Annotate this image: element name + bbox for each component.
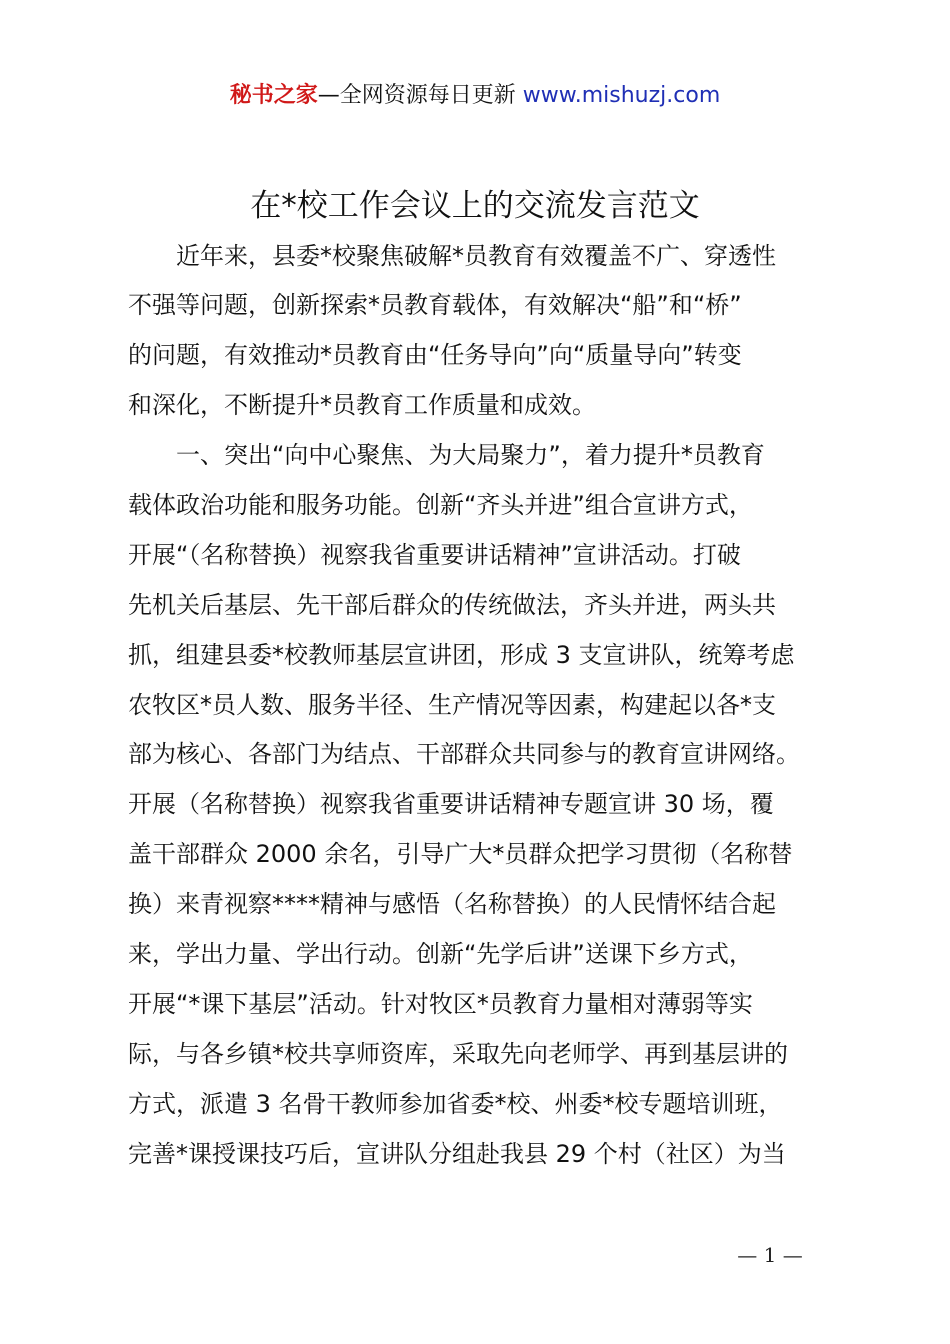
body-line: 载体政治功能和服务功能。创新“齐头并进”组合宣讲方式， (128, 491, 753, 519)
site-tagline: —全网资源每日更新 (317, 83, 523, 108)
site-url[interactable]: www.mishuzj.com (522, 83, 721, 108)
document-title: 在*校工作会议上的交流发言范文 (250, 188, 700, 224)
section-heading-line: 一、突出“向中心聚焦、为大局聚力”，着力提升*员教育 (176, 441, 765, 469)
body-line: 抓，组建县委*校教师基层宣讲团，形成 3 支宣讲队，统筹考虑 (128, 641, 795, 669)
body-line: 部为核心、各部门为结点、干部群众共同参与的教育宣讲网络。 (128, 740, 800, 768)
body-line: 开展“*课下基层”活动。针对牧区*员教育力量相对薄弱等实 (128, 990, 753, 1018)
body-line: 先机关后基层、先干部后群众的传统做法，齐头并进，两头共 (128, 591, 776, 619)
body-line: 不强等问题，创新探索*员教育载体，有效解决“船”和“桥” (128, 291, 742, 319)
site-banner (0, 80, 950, 112)
body-line: 方式，派遣 3 名骨干教师参加省委*校、州委*校专题培训班， (128, 1090, 783, 1118)
body-line: 开展（名称替换）视察我省重要讲话精神专题宣讲 30 场，覆 (128, 790, 774, 818)
body-line: 的问题，有效推动*员教育由“任务导向”向“质量导向”转变 (128, 341, 742, 369)
body-line: 近年来，县委*校聚焦破解*员教育有效覆盖不广、穿透性 (176, 242, 776, 270)
body-line: 际，与各乡镇*校共享师资库，采取先向老师学、再到基层讲的 (128, 1040, 788, 1068)
body-line: 农牧区*员人数、服务半径、生产情况等因素，构建起以各*支 (128, 691, 776, 719)
body-line: 和深化，不断提升*员教育工作质量和成效。 (128, 391, 596, 419)
body-line: 换）来青视察****精神与感悟（名称替换）的人民情怀结合起 (128, 890, 776, 918)
body-line: 来，学出力量、学出行动。创新“先学后讲”送课下乡方式， (128, 940, 753, 968)
site-brand: 秘书之家 (229, 83, 318, 108)
body-line: 盖干部群众 2000 余名，引导广大*员群众把学习贯彻（名称替 (128, 840, 793, 868)
body-line: 开展“（名称替换）视察我省重要讲话精神”宣讲活动。打破 (128, 541, 741, 569)
body-line: 完善*课授课技巧后，宣讲队分组赴我县 29 个村（社区）为当 (128, 1140, 786, 1168)
page-number: — 1 — (737, 1243, 803, 1267)
